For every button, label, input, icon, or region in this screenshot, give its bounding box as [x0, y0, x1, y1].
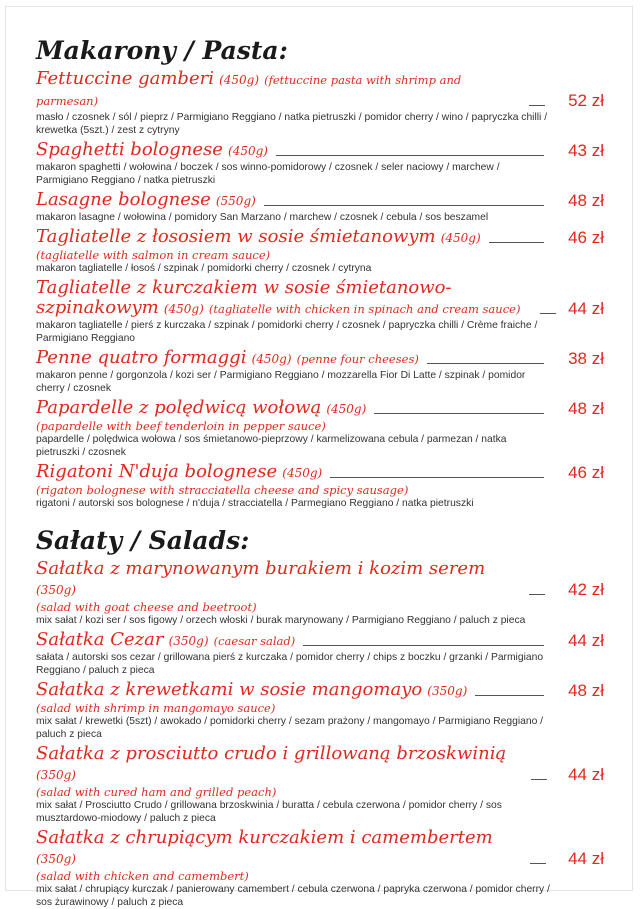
menu-item: [36, 69, 604, 137]
menu-item-subtitle: (caesar salad): [213, 634, 296, 648]
menu-item-subtitle: (salad with cured ham and grilled peach): [36, 785, 277, 799]
menu-item-title: [36, 680, 467, 701]
price-leader-line: [330, 477, 544, 478]
price-leader-line: [374, 413, 544, 414]
menu-item-description: mix sałat / kozi ser / sos figowy / orzech włoski / burak marynowany / Parmigiano Reggiano / paluch z pieca: [36, 615, 526, 626]
menu-item-weight: (350g): [36, 852, 76, 866]
menu-item-name: Sałatka z prosciutto crudo i grillowaną brzoskwinią: [36, 743, 507, 764]
price-leader-line: [303, 645, 544, 646]
menu-item-price: 52 zł: [568, 91, 604, 110]
menu-item-description: makaron lasagne / wołowina / pomidory San Marzano / marchew / czosnek / cebula / sos beszamel: [36, 212, 489, 223]
menu-item: [36, 398, 604, 459]
menu-item-price: 44 zł: [568, 631, 604, 650]
menu-item-title: [36, 462, 322, 483]
menu-item-description: makaron tagliatelle / łosoś / szpinak / pomidorki cherry / czosnek / cytryna: [36, 263, 372, 274]
menu-item-description: papardelle / polędwica wołowa / sos śmietanowo-pieprzowy / karmelizowana cebula / parmezan / natka pietruszki / czosnek: [36, 434, 507, 458]
price-leader-line: [489, 242, 544, 243]
menu-item-row: [36, 744, 604, 785]
menu-item-title: [36, 227, 481, 248]
menu-item-name: Lasagne bolognese: [36, 189, 211, 210]
menu-item-title: [36, 348, 419, 369]
menu-item-subtitle: (salad with goat cheese and beetroot): [36, 600, 257, 614]
salad-items: [36, 559, 604, 909]
menu-item-name: Tagliatelle z łososiem w sosie śmietanowym: [36, 226, 436, 247]
menu-item-description: masło / czosnek / sól / pieprz / Parmigiano Reggiano / natka pietruszki / pomidor cherry / wino / papryczka chilli / krewetka (5szt.) / zest z cytryny: [36, 112, 548, 136]
menu-item-row: [36, 630, 604, 651]
menu-item-row: [36, 278, 604, 319]
menu-item-title: [36, 828, 522, 869]
menu-item: [36, 462, 604, 510]
menu-item-price: 44 zł: [568, 849, 604, 868]
menu-item-name: Rigatoni N'duja bolognese: [36, 461, 278, 482]
menu-item-row: [36, 190, 604, 211]
menu-item-description: mix sałat / Prosciutto Crudo / grillowana brzoskwinia / buratta / cebula czerwona / pomidor cherry / sos musztardowo-miodowy / paluch z pieca: [36, 800, 502, 824]
menu-item-description: mix sałat / krewetki (5szt) / awokado / pomidorki cherry / sezam prażony / mangomayo / Parmigiano Reggiano / paluch z pieca: [36, 716, 544, 740]
menu-item-title: [36, 744, 523, 785]
menu-item-name: Sałatka z chrupiącym kurczakiem i camembertem: [36, 827, 493, 848]
menu-item-weight: (450g): [440, 231, 481, 245]
menu-item-title: [36, 630, 295, 651]
menu-item-weight: (350g): [427, 684, 468, 698]
menu-item-title: [36, 69, 521, 111]
menu-item-row: [36, 398, 604, 419]
menu-item-price: 44 zł: [568, 299, 604, 318]
menu-item: [36, 140, 604, 187]
menu-item-title: [36, 559, 521, 600]
menu-item: [36, 744, 604, 825]
menu-item-subtitle: (tagliatelle with chicken in spinach and cream sauce): [208, 302, 521, 316]
price-leader-line: [276, 155, 544, 156]
price-leader-line: [427, 363, 544, 364]
price-leader-line: [264, 205, 544, 206]
price-leader-line: [529, 105, 545, 106]
menu-item-description: mix sałat / chrupiący kurczak / panierowany camembert / cebula czerwona / papryka czerwona / pomidor cherry / sos żurawinowy / paluch z pieca: [36, 884, 550, 908]
price-leader-line: [540, 313, 556, 314]
section-title-pasta: Makarony / Pasta:: [36, 36, 288, 65]
menu-item-name: Sałatka Cezar: [36, 629, 164, 650]
menu-item-subtitle: (tagliatelle with salmon in cream sauce): [36, 248, 271, 262]
menu-item-weight: (450g): [228, 144, 268, 158]
menu-item-name: Penne quatro formaggi: [36, 347, 247, 368]
menu-item-price: 44 zł: [568, 765, 604, 784]
menu-item-price: 48 zł: [568, 681, 604, 700]
menu-item-weight: (350g): [168, 634, 209, 648]
menu-item-name: Spaghetti bolognese: [36, 139, 223, 160]
menu-item-row: [36, 69, 604, 111]
menu-item: [36, 348, 604, 395]
menu-item-subtitle: (penne four cheeses): [296, 352, 419, 366]
menu-item-title: [36, 140, 268, 161]
menu-item-name: Sałatka z krewetkami w sosie mangomayo: [36, 679, 423, 700]
menu-item-subtitle: (salad with shrimp in mangomayo sauce): [36, 701, 276, 715]
menu-item-name: Sałatka z marynowanym burakiem i kozim serem: [36, 558, 486, 579]
menu-item-description: rigatoni / autorski sos bolognese / n'duja / stracciatella / Parmegiano Reggiano / natka pietruszki: [36, 498, 474, 509]
menu-item-price: 46 zł: [568, 463, 604, 482]
menu-item: [36, 190, 604, 224]
menu-item-weight: (450g): [282, 466, 323, 480]
menu-item-description: makaron spaghetti / wołowina / boczek / sos winno-pomidorowy / czosnek / seler naciowy / marchew / Parmigiano Reggiano / natka pietruszki: [36, 162, 500, 186]
menu-item-weight: (550g): [215, 194, 256, 208]
menu-item-price: 38 zł: [568, 349, 604, 368]
menu-item-weight: (350g): [36, 583, 76, 597]
menu-item: [36, 559, 604, 627]
menu-item-name: Tagliatelle z kurczakiem w sosie śmietanowo-szpinakowym: [36, 277, 452, 318]
menu-item: [36, 680, 604, 741]
menu-item-description: makaron tagliatelle / pierś z kurczaka / szpinak / pomidorki cherry / czosnek / papryczka chilli / Crème fraiche / Parmigiano Reggiano: [36, 320, 538, 344]
menu-item-row: [36, 140, 604, 161]
menu-page: [36, 36, 604, 909]
menu-item-subtitle: (rigaton bolognese with stracciatella cheese and spicy sausage): [36, 483, 409, 497]
menu-item-weight: (450g): [219, 73, 260, 87]
menu-item-row: [36, 680, 604, 701]
menu-item-weight: (450g): [326, 402, 367, 416]
menu-item-row: [36, 828, 604, 869]
menu-item-row: [36, 227, 604, 248]
menu-item-subtitle: (salad with chicken and camembert): [36, 869, 249, 883]
menu-item-title: [36, 278, 532, 319]
menu-item-price: 42 zł: [568, 580, 604, 599]
menu-item-description: sałata / autorski sos cezar / grillowana pierś z kurczaka / pomidor cherry / chips z boczku / grzanki / Parmigiano Reggiano / paluch z pieca: [36, 652, 544, 676]
section-title-salads: Sałaty / Salads:: [36, 526, 250, 555]
menu-item: [36, 227, 604, 275]
menu-item-subtitle: (fettuccine pasta with shrimp and parmesan): [36, 73, 462, 108]
price-leader-line: [529, 594, 545, 595]
menu-item-title: [36, 398, 366, 419]
menu-item-title: [36, 190, 256, 211]
menu-item-row: [36, 559, 604, 600]
menu-item: [36, 278, 604, 345]
menu-item-weight: (450g): [163, 302, 204, 316]
menu-item-price: 43 zł: [568, 141, 604, 160]
menu-item-price: 48 zł: [568, 191, 604, 210]
price-leader-line: [531, 779, 547, 780]
menu-item-name: Fettuccine gamberi: [36, 68, 214, 89]
menu-item-name: Papardelle z polędwicą wołową: [36, 397, 322, 418]
price-leader-line: [530, 863, 546, 864]
menu-item-price: 48 zł: [568, 399, 604, 418]
menu-item-weight: (450g): [251, 352, 292, 366]
menu-item-weight: (350g): [36, 768, 76, 782]
menu-item: [36, 630, 604, 677]
menu-item-description: makaron penne / gorgonzola / kozi ser / Parmigiano Reggiano / mozzarella Fior Di Latte / szpinak / pomidor cherry / czosnek: [36, 370, 526, 394]
menu-item-price: 46 zł: [568, 228, 604, 247]
pasta-items: [36, 69, 604, 510]
menu-item-subtitle: (papardelle with beef tenderloin in pepper sauce): [36, 419, 326, 433]
menu-item-row: [36, 462, 604, 483]
price-leader-line: [475, 695, 544, 696]
menu-item-row: [36, 348, 604, 369]
